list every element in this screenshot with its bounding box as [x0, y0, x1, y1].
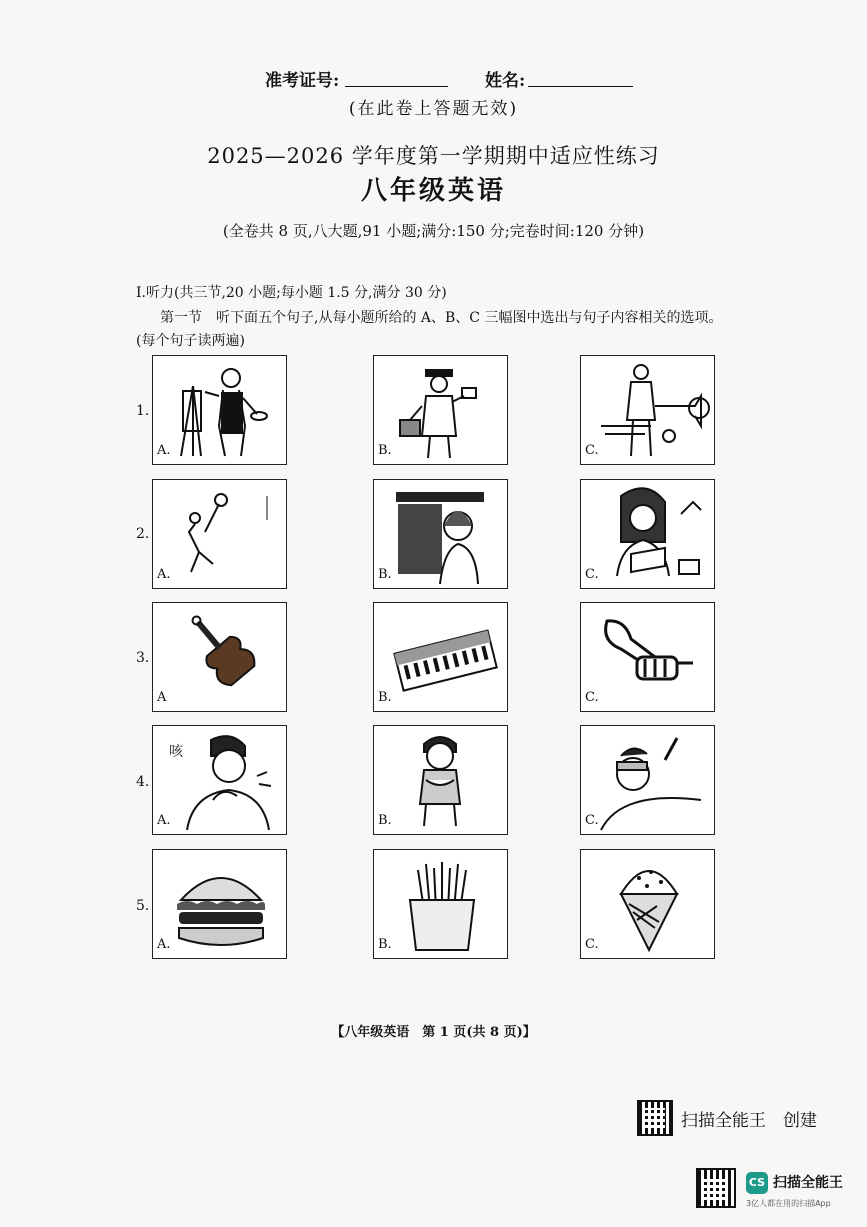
option-label: C.	[585, 690, 599, 705]
option-box-5c[interactable]	[580, 849, 715, 959]
reading-girl-icon	[581, 480, 713, 587]
option-box-1b[interactable]	[373, 355, 508, 465]
option-label: C.	[585, 567, 599, 582]
french-fries-icon	[374, 850, 506, 957]
option-box-3a[interactable]	[152, 602, 287, 712]
option-box-4b[interactable]	[373, 725, 508, 835]
exam-title: 2025—2026 学年度第一学期期中适应性练习	[207, 144, 660, 168]
name-label: 姓名:	[485, 71, 526, 91]
question-number: 4.	[136, 774, 150, 790]
stomachache-boy-icon	[374, 726, 506, 833]
option-label: B.	[378, 567, 392, 582]
question-number: 1.	[136, 403, 150, 419]
option-label: C.	[585, 937, 599, 952]
option-box-4a[interactable]	[152, 725, 287, 835]
name-blank	[528, 86, 633, 87]
option-label: C.	[585, 443, 599, 458]
violin-icon	[153, 603, 285, 710]
section-note: (每个句子读两遍)	[136, 333, 245, 349]
option-label: B.	[378, 690, 392, 705]
option-label: A	[157, 690, 167, 705]
brand-name: 扫描全能王	[773, 1175, 843, 1191]
invalid-note: (在此卷上答题无效)	[348, 99, 519, 119]
option-box-4c[interactable]	[580, 725, 715, 835]
option-box-3c[interactable]	[580, 602, 715, 712]
pilot-icon	[581, 356, 713, 463]
option-label: A.	[157, 443, 171, 458]
option-box-5b[interactable]	[373, 849, 508, 959]
option-box-2a[interactable]	[152, 479, 287, 589]
qr-code-icon	[637, 1100, 673, 1136]
basketball-player-icon	[153, 480, 285, 587]
watermark-text: 扫描全能王 创建	[681, 1111, 817, 1131]
option-label: A.	[157, 813, 171, 828]
exam-number-label: 准考证号:	[265, 71, 340, 91]
qr-code-icon	[696, 1168, 736, 1208]
subject-title: 八年级英语	[360, 176, 506, 206]
cough-character: 咳	[169, 744, 183, 760]
question-number: 3.	[136, 650, 150, 666]
option-box-3b[interactable]	[373, 602, 508, 712]
option-label: A.	[157, 567, 171, 582]
ice-cream-icon	[581, 850, 713, 957]
hamburger-icon	[153, 850, 285, 957]
painter-icon	[153, 356, 285, 463]
camscanner-logo-icon: CS	[746, 1172, 768, 1194]
fever-boy-icon	[581, 726, 713, 833]
trumpet-icon	[581, 603, 713, 710]
option-label: C.	[585, 813, 599, 828]
page-footer: 【八年级英语 第 1 页(共 8 页)】	[331, 1025, 536, 1040]
option-label: B.	[378, 813, 392, 828]
brand-tagline: 3亿人都在用的扫描App	[746, 1199, 831, 1208]
section-instruction: 第一节 听下面五个句子,从每小题所给的 A、B、C 三幅图中选出与句子内容相关的选项。	[160, 310, 723, 326]
coughing-man-icon	[153, 726, 285, 833]
option-label: A.	[157, 937, 171, 952]
option-box-1a[interactable]	[152, 355, 287, 465]
option-box-5a[interactable]	[152, 849, 287, 959]
postman-icon	[374, 356, 506, 463]
scanner-watermark	[637, 1100, 817, 1136]
exam-info: (全卷共 8 页,八大题,91 小题;满分:150 分;完卷时间:120 分钟)	[222, 222, 645, 240]
exam-number-blank	[345, 86, 448, 87]
option-label: B.	[378, 443, 392, 458]
section-heading: Ⅰ.听力(共三节,20 小题;每小题 1.5 分,满分 30 分)	[136, 285, 447, 301]
cinema-girl-icon	[374, 480, 506, 587]
option-label: B.	[378, 937, 392, 952]
option-box-2c[interactable]	[580, 479, 715, 589]
question-number: 5.	[136, 898, 150, 914]
question-number: 2.	[136, 526, 150, 542]
option-box-2b[interactable]	[373, 479, 508, 589]
scanner-badge	[696, 1168, 843, 1208]
option-box-1c[interactable]	[580, 355, 715, 465]
keyboard-icon	[374, 603, 506, 710]
